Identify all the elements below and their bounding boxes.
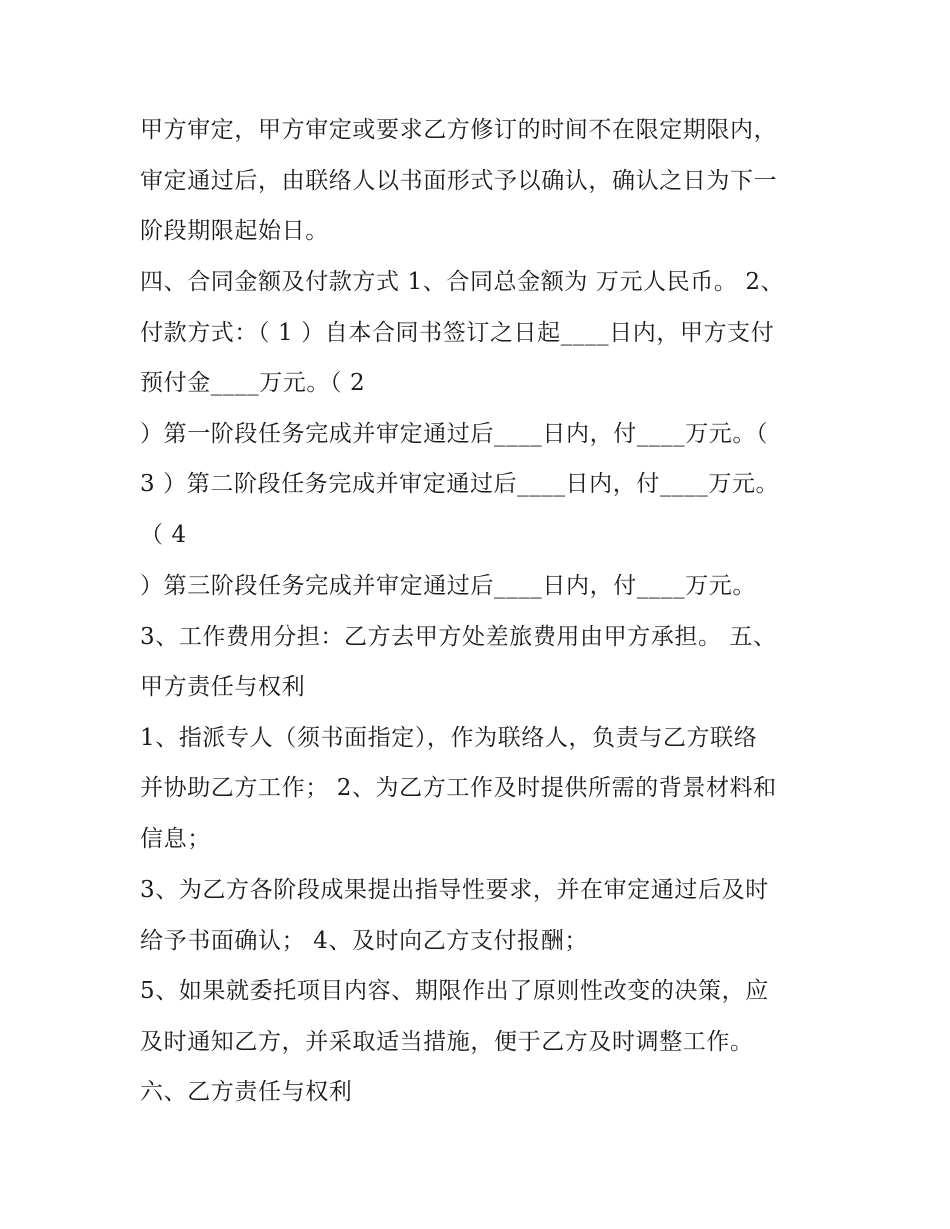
text-line-14: 并协助乙方工作； 2、为乙方工作及时提供所需的背景材料和	[140, 775, 777, 801]
text-line-18: 5、如果就委托项目内容、期限作出了原则性改变的决策，应	[140, 978, 769, 1004]
text-line-8: 3 ）第二阶段任务完成并审定通过后____日内，付____万元。	[140, 471, 780, 497]
text-line-5: 付款方式：（ 1 ）自本合同书签订之日起____日内，甲方支付	[140, 320, 775, 346]
text-line-15: 信息；	[140, 826, 211, 852]
text-line-10: ）第三阶段任务完成并审定通过后____日内，付____万元。	[140, 573, 756, 599]
text-line-7: ）第一阶段任务完成并审定通过后____日内，付____万元。（	[140, 421, 769, 447]
text-line-16: 3、为乙方各阶段成果提出指导性要求，并在审定通过后及时	[140, 877, 769, 903]
text-line-20: 六、乙方责任与权利	[140, 1079, 353, 1105]
text-line-11: 3、工作费用分担：乙方去甲方处差旅费用由甲方承担。 五、	[140, 624, 777, 650]
text-line-6: 预付金____万元。（ 2	[140, 370, 366, 396]
text-line-19: 及时通知乙方，并采取适当措施，便于乙方及时调整工作。	[140, 1029, 754, 1055]
text-line-12: 甲方责任与权利	[140, 674, 306, 700]
text-line-3: 阶段期限起始日。	[140, 218, 329, 244]
text-line-4: 四、合同金额及付款方式 1、合同总金额为 万元人民币。 2、	[140, 269, 785, 295]
text-line-9: （ 4	[140, 522, 187, 548]
text-line-1: 甲方审定，甲方审定或要求乙方修订的时间不在限定期限内，	[140, 117, 778, 143]
text-line-17: 给予书面确认； 4、及时向乙方支付报酬；	[140, 928, 588, 954]
text-line-2: 审定通过后，由联络人以书面形式予以确认，确认之日为下一	[140, 168, 778, 194]
text-line-13: 1、指派专人（须书面指定），作为联络人，负责与乙方联络	[140, 725, 758, 751]
